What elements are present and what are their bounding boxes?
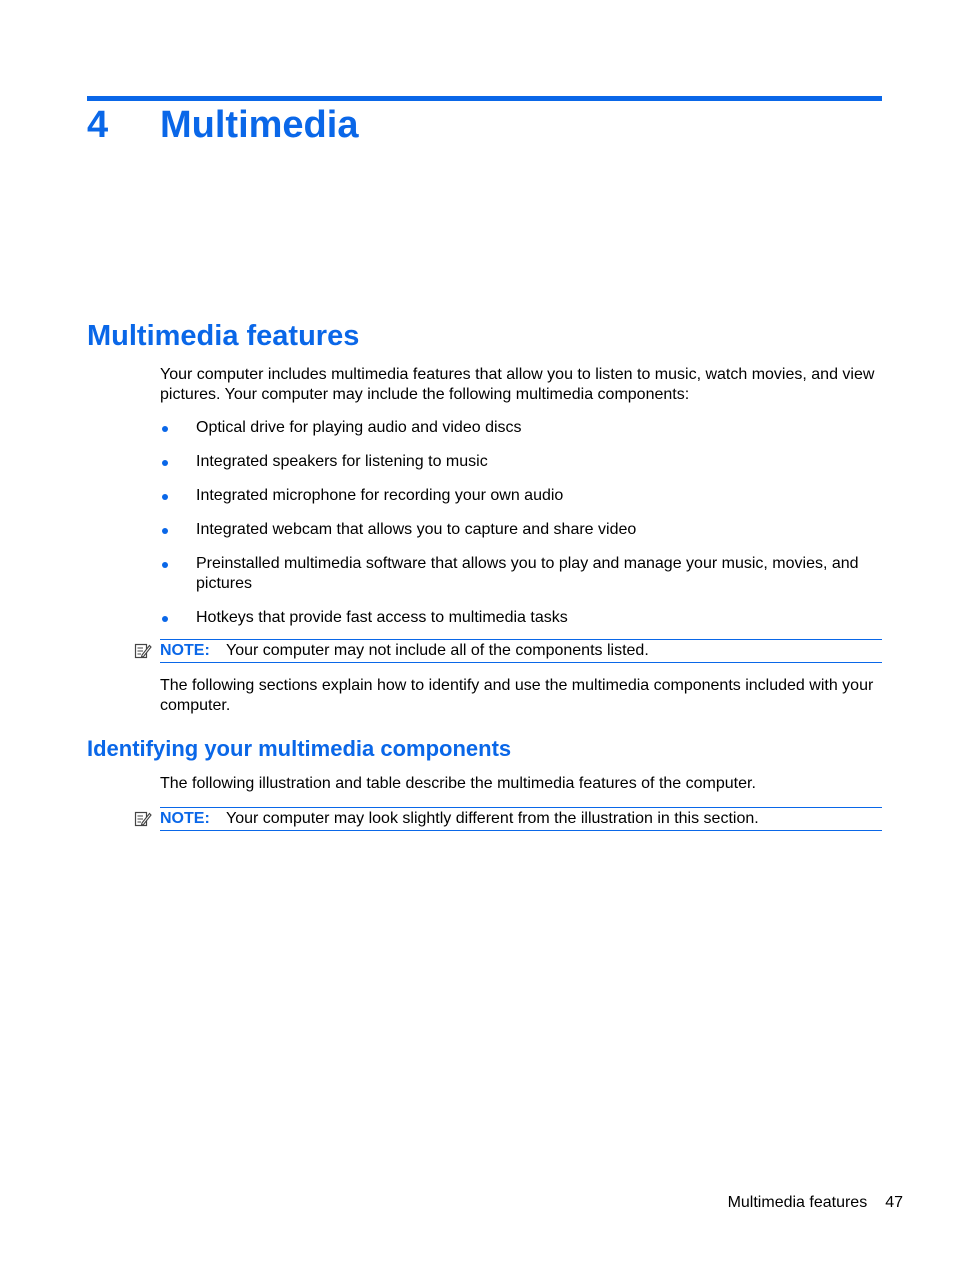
- list-item: Integrated microphone for recording your own audio: [160, 486, 882, 506]
- chapter-title: Multimedia: [160, 104, 359, 146]
- page-footer: [0, 1193, 903, 1213]
- bullet-dot-icon: [162, 494, 168, 500]
- bullet-dot-icon: [162, 426, 168, 432]
- bullet-dot-icon: [162, 528, 168, 534]
- list-item: Integrated speakers for listening to music: [160, 452, 882, 472]
- bullet-dot-icon: [162, 460, 168, 466]
- section-intro: Your computer includes multimedia features that allow you to listen to music, watch movies, and view pictures. Your computer may include the following multimedia components:: [160, 366, 875, 403]
- list-item: Preinstalled multimedia software that allows you to play and manage your music, movies, and pictures: [160, 554, 882, 594]
- note-box: [160, 807, 882, 831]
- section-follow-text: The following sections explain how to identify and use the multimedia components included with your computer.: [160, 677, 874, 714]
- list-item: Integrated webcam that allows you to capture and share video: [160, 520, 882, 540]
- note-pencil-icon: [134, 810, 152, 828]
- note-text: Your computer may look slightly different from the illustration in this section.: [226, 810, 759, 827]
- page-number: 47: [885, 1194, 903, 1211]
- list-item: Hotkeys that provide fast access to multimedia tasks: [160, 608, 882, 628]
- bullet-dot-icon: [162, 562, 168, 568]
- note-label: NOTE:: [160, 642, 210, 659]
- subsection-title: Identifying your multimedia components: [87, 736, 512, 761]
- note-label: NOTE:: [160, 810, 210, 827]
- note-text: Your computer may not include all of the components listed.: [226, 642, 649, 659]
- chapter-rule: [87, 96, 882, 101]
- subsection-text: The following illustration and table describe the multimedia features of the computer.: [160, 775, 756, 792]
- list-item: Optical drive for playing audio and video discs: [160, 418, 882, 438]
- section-title: Multimedia features: [87, 320, 360, 352]
- component-list: [160, 418, 882, 628]
- chapter-number: 4: [87, 104, 109, 146]
- bullet-dot-icon: [162, 616, 168, 622]
- note-box: [160, 639, 882, 663]
- footer-section: Multimedia features: [727, 1194, 868, 1211]
- note-pencil-icon: [134, 642, 152, 660]
